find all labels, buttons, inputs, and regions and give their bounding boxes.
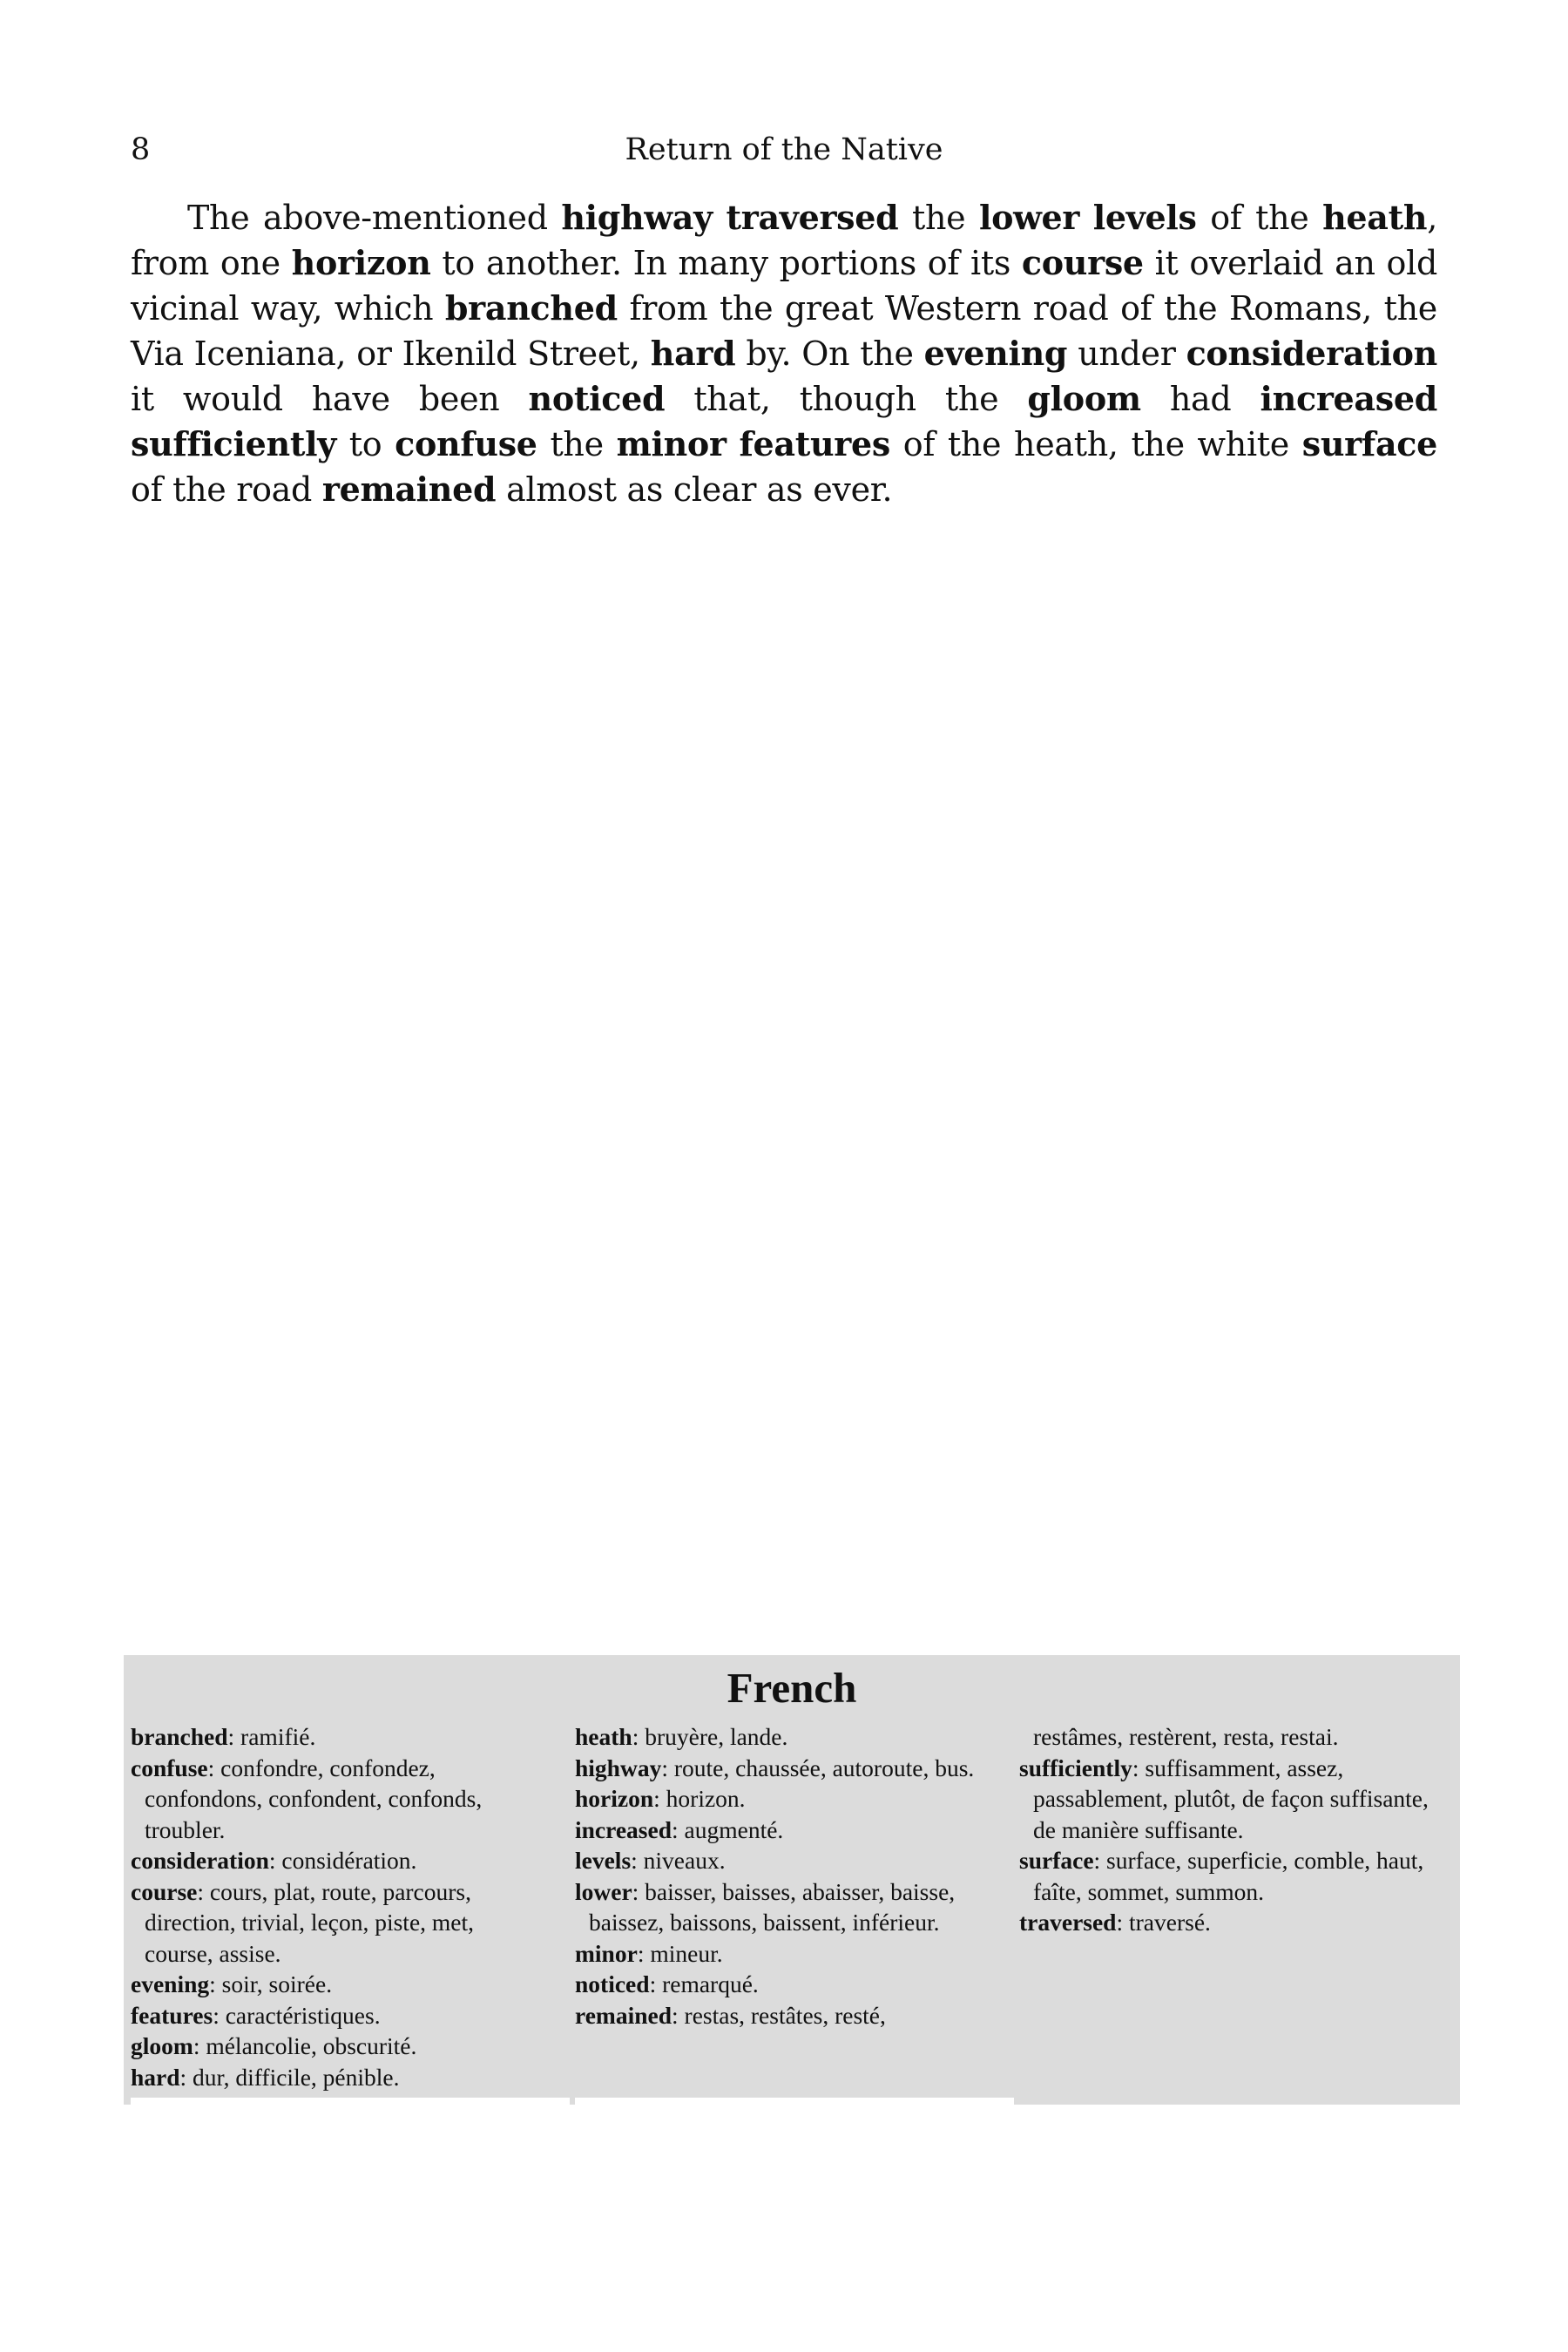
glossary-column-2 <box>575 1721 984 2031</box>
glossary-entry <box>575 1815 984 1846</box>
glossary-column-3 <box>1019 1721 1429 1938</box>
glossary-title: French <box>727 1664 857 1712</box>
glossary-term: consideration <box>131 1847 269 1874</box>
glossary-entry <box>575 1938 984 1970</box>
glossary-entry <box>575 1845 984 1876</box>
text-run: of the heath, the white <box>890 425 1302 463</box>
vocab-word: evening <box>923 334 1068 373</box>
text-run: by. On the <box>735 335 924 373</box>
glossary-entry <box>1019 1753 1429 1846</box>
glossary-definition: : mineur. <box>637 1939 723 1967</box>
glossary-entry <box>1019 1907 1429 1938</box>
glossary-term: horizon <box>575 1785 654 1812</box>
glossary-term: highway <box>575 1754 662 1781</box>
glossary-definition: : augmenté. <box>672 1815 784 1843</box>
column-divider-strip <box>575 2098 1014 2105</box>
vocab-word: increased <box>1260 379 1437 418</box>
text-run: under <box>1067 335 1186 373</box>
running-title: Return of the Native <box>625 132 943 167</box>
text-run <box>727 425 740 463</box>
glossary-entry <box>1019 1721 1429 1753</box>
glossary-term: heath <box>575 1723 632 1750</box>
glossary-definition: : ramifié. <box>227 1723 316 1750</box>
text-run: to <box>336 425 395 463</box>
glossary-term: levels <box>575 1847 632 1874</box>
glossary-term: increased <box>575 1815 672 1843</box>
glossary-term: sufficiently <box>1019 1754 1132 1781</box>
text-run: it overlaid an old vicinal way, which <box>131 244 1437 328</box>
body-paragraph <box>131 195 1437 512</box>
vocab-word: confuse <box>395 424 537 463</box>
glossary-term: course <box>131 1877 198 1905</box>
vocab-word: lower <box>978 198 1080 237</box>
glossary-column-1 <box>131 1721 540 2092</box>
glossary-definition: : niveaux. <box>631 1847 726 1874</box>
glossary-term: remained <box>575 2001 672 2029</box>
page-number: 8 <box>131 132 151 167</box>
glossary-definition: : confondre, confondez, confondons, confondent, confonds, troubler. <box>145 1754 483 1843</box>
glossary-entry <box>575 1753 984 1784</box>
vocab-word: sufficiently <box>131 424 336 463</box>
vocab-word: gloom <box>1027 379 1141 418</box>
vocab-word: surface <box>1301 424 1437 463</box>
vocab-word: features <box>739 424 891 463</box>
vocab-word: course <box>1021 243 1144 282</box>
glossary-entry <box>131 1845 540 1876</box>
vocab-word: traversed <box>726 198 899 237</box>
glossary-term: minor <box>575 1939 638 1967</box>
glossary-definition: : bruyère, lande. <box>632 1723 788 1750</box>
vocab-word: heath <box>1322 198 1428 237</box>
glossary-definition: : horizon. <box>653 1785 746 1812</box>
vocab-word: highway <box>561 198 713 237</box>
vocab-word: hard <box>650 334 736 373</box>
glossary-entry <box>131 2000 540 2031</box>
vocab-word: consideration <box>1186 334 1437 373</box>
glossary-entry <box>575 1876 984 1938</box>
vocab-word: noticed <box>528 379 666 418</box>
glossary-definition: : remarqué. <box>649 1970 759 1997</box>
text-run: of the <box>1196 199 1323 237</box>
text-run: had <box>1140 380 1260 418</box>
glossary-term: branched <box>131 1723 228 1750</box>
glossary-term: noticed <box>575 1970 650 1997</box>
glossary-term: hard <box>131 2063 180 2091</box>
glossary-entry <box>131 2062 540 2093</box>
text-run: that, though the <box>665 380 1028 418</box>
text-run: The above-mentioned <box>187 199 562 237</box>
glossary-definition: : mélancolie, obscurité. <box>193 2032 417 2059</box>
glossary-definition: : restas, restâtes, resté, <box>672 2001 886 2029</box>
glossary-term: confuse <box>131 1754 208 1781</box>
glossary-definition: : considération. <box>268 1847 417 1874</box>
glossary-term: features <box>131 2001 213 2029</box>
text-run: of the road <box>131 470 322 509</box>
glossary-term: surface <box>1019 1847 1094 1874</box>
text-run: the <box>898 199 979 237</box>
glossary-entry <box>575 1969 984 2000</box>
text-run: almost as clear as ever. <box>496 470 893 509</box>
glossary-entry <box>575 1783 984 1815</box>
glossary-entry <box>131 1753 540 1846</box>
glossary-entry <box>131 1721 540 1753</box>
glossary-entry <box>575 1721 984 1753</box>
glossary-entry <box>131 2031 540 2062</box>
column-divider-strip <box>131 2098 570 2105</box>
glossary-definition: : surface, superficie, comble, haut, faîte, sommet, summon. <box>1033 1847 1424 1905</box>
glossary-definition: : caractéristiques. <box>213 2001 381 2029</box>
text-run <box>1079 199 1093 237</box>
glossary-definition: : baisser, baisses, abaisser, baisse, baissez, baissons, baissent, inférieur. <box>589 1877 956 1936</box>
glossary-definition: : suffisamment, assez, passablement, plutôt, de façon suffisante, de manière suffisante. <box>1033 1754 1429 1843</box>
glossary-entry <box>131 1969 540 2000</box>
vocab-word: horizon <box>291 243 431 282</box>
text-run: to another. In many portions of its <box>430 244 1022 282</box>
glossary-definition: : soir, soirée. <box>209 1970 333 1997</box>
vocab-word: levels <box>1092 198 1197 237</box>
glossary-definition: : dur, difficile, pénible. <box>179 2063 400 2091</box>
glossary-definition: : traversé. <box>1116 1909 1211 1936</box>
vocab-word: remained <box>321 470 497 509</box>
glossary-term: gloom <box>131 2032 193 2059</box>
glossary-term: traversed <box>1019 1909 1117 1936</box>
glossary-entry <box>575 2000 984 2031</box>
vocab-word: branched <box>444 288 618 328</box>
text-run: the <box>537 425 617 463</box>
glossary-entry <box>1019 1845 1429 1907</box>
glossary-term: evening <box>131 1970 210 1997</box>
glossary-entry <box>131 1876 540 1970</box>
text-run <box>713 199 727 237</box>
text-run: from the great Western road of the Romans, the Via Iceniana, or Ikenild Street, <box>131 289 1437 373</box>
glossary-definition: : route, chaussée, autoroute, bus. <box>661 1754 975 1781</box>
glossary-term: lower <box>575 1877 632 1905</box>
vocab-word: minor <box>616 424 727 463</box>
glossary-definition: restâmes, restèrent, resta, restai. <box>1033 1723 1339 1750</box>
text-run: , from one <box>131 199 1437 282</box>
text-run: it would have been <box>131 380 529 418</box>
glossary-box <box>124 1655 1460 2105</box>
glossary-definition: : cours, plat, route, parcours, direction, trivial, leçon, piste, met, course, assise. <box>145 1877 475 1967</box>
